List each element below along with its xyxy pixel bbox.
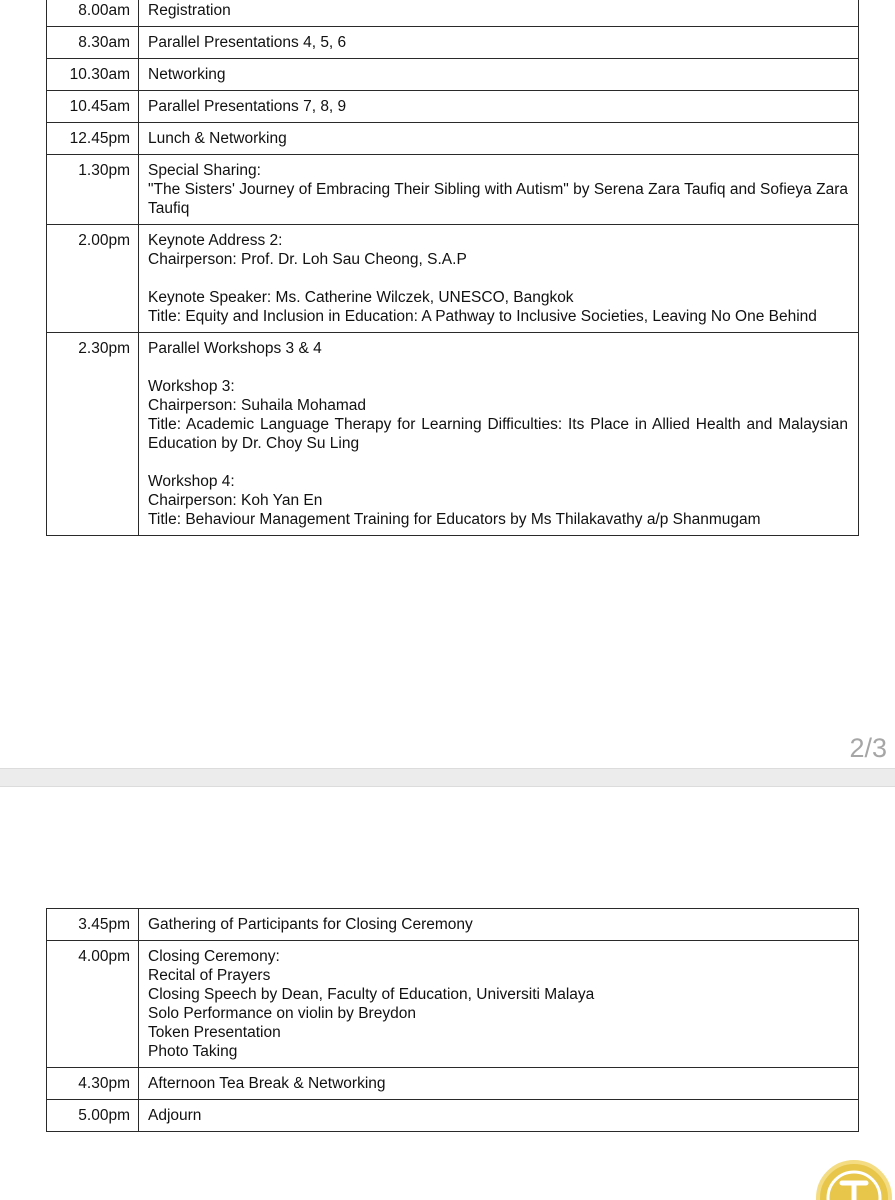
schedule-time: 2.30pm bbox=[47, 333, 139, 536]
schedule-row bbox=[47, 333, 859, 536]
page-indicator: 2/3 bbox=[849, 733, 887, 763]
schedule-row bbox=[47, 27, 859, 59]
schedule-description bbox=[139, 333, 859, 536]
schedule-line: Photo Taking bbox=[148, 1043, 238, 1060]
schedule-time: 12.45pm bbox=[47, 123, 139, 155]
schedule-line: Parallel Presentations 7, 8, 9 bbox=[148, 98, 347, 115]
schedule-line: Parallel Presentations 4, 5, 6 bbox=[148, 34, 347, 51]
schedule-description bbox=[139, 27, 859, 59]
schedule-line: Chairperson: Suhaila Mohamad bbox=[148, 397, 366, 414]
schedule-line: Registration bbox=[148, 2, 231, 19]
schedule-description bbox=[139, 123, 859, 155]
schedule-line: Workshop 4: bbox=[148, 473, 235, 490]
schedule-row bbox=[47, 91, 859, 123]
schedule-line: Title: Behaviour Management Training for Educators by Ms Thilakavathy a/p Shanmugam bbox=[148, 511, 761, 528]
schedule-line: Gathering of Participants for Closing Ceremony bbox=[148, 916, 473, 933]
schedule-line: Chairperson: Koh Yan En bbox=[148, 492, 323, 509]
text-tool-icon[interactable] bbox=[813, 1156, 895, 1200]
pdf-page-3 bbox=[0, 787, 895, 1200]
schedule-description bbox=[139, 0, 859, 27]
page-separator bbox=[0, 768, 895, 787]
schedule-line: Afternoon Tea Break & Networking bbox=[148, 1075, 386, 1092]
schedule-time: 4.00pm bbox=[47, 941, 139, 1068]
schedule-row bbox=[47, 909, 859, 941]
schedule-line: Keynote Speaker: Ms. Catherine Wilczek, UNESCO, Bangkok bbox=[148, 289, 574, 306]
schedule-line: Solo Performance on violin by Breydon bbox=[148, 1005, 416, 1022]
schedule-line: Chairperson: Prof. Dr. Loh Sau Cheong, S.A.P bbox=[148, 251, 467, 268]
schedule-line: Lunch & Networking bbox=[148, 130, 287, 147]
schedule-line: Special Sharing: bbox=[148, 162, 261, 179]
schedule-line: Parallel Workshops 3 & 4 bbox=[148, 340, 322, 357]
schedule-time: 2.00pm bbox=[47, 225, 139, 333]
schedule-line: Title: Equity and Inclusion in Education: A Pathway to Inclusive Societies, Leaving No One Behind bbox=[148, 308, 817, 325]
schedule-description bbox=[139, 1100, 859, 1132]
schedule-line: Title: Academic Language Therapy for Learning Difficulties: Its Place in Allied Health and Malaysian Education by Dr. Choy Su Ling bbox=[148, 416, 848, 452]
schedule-time: 4.30pm bbox=[47, 1068, 139, 1100]
schedule-description bbox=[139, 225, 859, 333]
schedule-line: Closing Speech by Dean, Faculty of Education, Universiti Malaya bbox=[148, 986, 595, 1003]
schedule-row bbox=[47, 225, 859, 333]
schedule-time: 5.00pm bbox=[47, 1100, 139, 1132]
schedule-description bbox=[139, 155, 859, 225]
schedule-row bbox=[47, 0, 859, 27]
schedule-line bbox=[148, 453, 848, 472]
schedule-line bbox=[148, 358, 848, 377]
schedule-description bbox=[139, 59, 859, 91]
schedule-line bbox=[148, 269, 848, 288]
schedule-row bbox=[47, 1100, 859, 1132]
schedule-time: 8.30am bbox=[47, 27, 139, 59]
schedule-description bbox=[139, 91, 859, 123]
schedule-line: Recital of Prayers bbox=[148, 967, 271, 984]
schedule-time: 3.45pm bbox=[47, 909, 139, 941]
schedule-time: 10.30am bbox=[47, 59, 139, 91]
schedule-description bbox=[139, 909, 859, 941]
schedule-row bbox=[47, 123, 859, 155]
schedule-line: Keynote Address 2: bbox=[148, 232, 283, 249]
schedule-time: 1.30pm bbox=[47, 155, 139, 225]
schedule-line: "The Sisters' Journey of Embracing Their Sibling with Autism" by Serena Zara Taufiq and Sofieya Zara Taufiq bbox=[148, 181, 848, 217]
schedule-row bbox=[47, 59, 859, 91]
schedule-line: Workshop 3: bbox=[148, 378, 235, 395]
schedule-description bbox=[139, 1068, 859, 1100]
schedule-row bbox=[47, 1068, 859, 1100]
schedule-line: Closing Ceremony: bbox=[148, 948, 280, 965]
schedule-time: 8.00am bbox=[47, 0, 139, 27]
schedule-table-page-3 bbox=[46, 908, 859, 1132]
schedule-line: Token Presentation bbox=[148, 1024, 281, 1041]
schedule-row bbox=[47, 941, 859, 1068]
schedule-table-page-2 bbox=[46, 0, 859, 536]
schedule-row bbox=[47, 155, 859, 225]
schedule-line: Adjourn bbox=[148, 1107, 202, 1124]
schedule-description bbox=[139, 941, 859, 1068]
schedule-line: Networking bbox=[148, 66, 226, 83]
schedule-time: 10.45am bbox=[47, 91, 139, 123]
